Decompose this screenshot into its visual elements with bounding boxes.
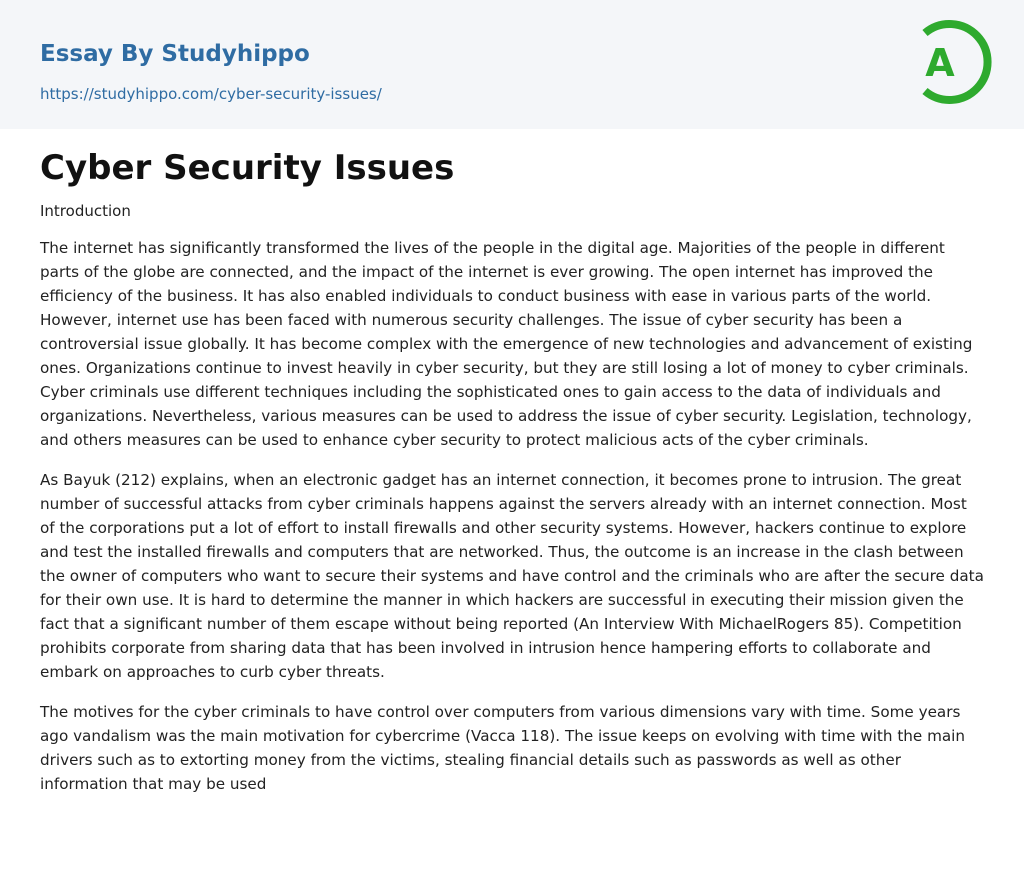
- logo-letter: A: [925, 41, 955, 85]
- site-title: Essay By Studyhippo: [40, 41, 310, 67]
- essay-paragraph: The motives for the cyber criminals to have control over computers from various dimensions vary with time. Some years ago vandalism was the main motivation for cybercrime (Vacca 118). The issue keeps on evolving with time with the main drivers such as to extorting money from the victims, stealing financial details such as passwords as well as other information that may be used: [40, 703, 966, 793]
- essay-paragraph: As Bayuk (212) explains, when an electronic gadget has an internet connection, it becomes prone to intrusion. The great number of successful attacks from cyber criminals happens against the servers already with an internet connection. Most of the corporations put a lot of effort to install firewalls and other security systems. However, hackers continue to explore and test the installed firewalls and computers that are networked. Thus, the outcome is an increase in the clash between the owner of computers who want to secure their systems and have control and the criminals who are after the secure data for their own use. It is hard to determine the manner in which hackers are successful in executing their mission given the fact that a significant number of them escape without being reported (An Interview With MichaelRogers 85). Competition prohibits corporate from sharing data that has been involved in intrusion hence hampering efforts to collaborate and embark on approaches to curb cyber threats.: [40, 471, 984, 681]
- essay-paragraph: The internet has significantly transformed the lives of the people in the digital age. Majorities of the people in different parts of the globe are connected, and the impact of the internet is ever growing. The open internet has improved the efficiency of the business. It has also enabled individuals to conduct business with ease in various parts of the world. However, internet use has been faced with numerous security challenges. The issue of cyber security has been a controversial issue globally. It has become complex with the emergence of new technologies and advancement of existing ones. Organizations continue to invest heavily in cyber security, but they are still losing a lot of money to cyber criminals. Cyber criminals use different techniques including the sophisticated ones to gain access to the data of individuals and organizations. Nevertheless, various measures can be used to address the issue of cyber security. Legislation, technology, and others measures can be used to enhance cyber security to protect malicious acts of the cyber criminals.: [40, 239, 973, 449]
- essay-title: Cyber Security Issues: [40, 148, 455, 188]
- site-header: [0, 0, 1024, 129]
- section-label: Introduction: [40, 202, 131, 220]
- essay-url-link[interactable]: https://studyhippo.com/cyber-security-issues/: [40, 85, 382, 103]
- studyhippo-logo-icon[interactable]: [908, 16, 992, 108]
- essay-content: [40, 140, 986, 796]
